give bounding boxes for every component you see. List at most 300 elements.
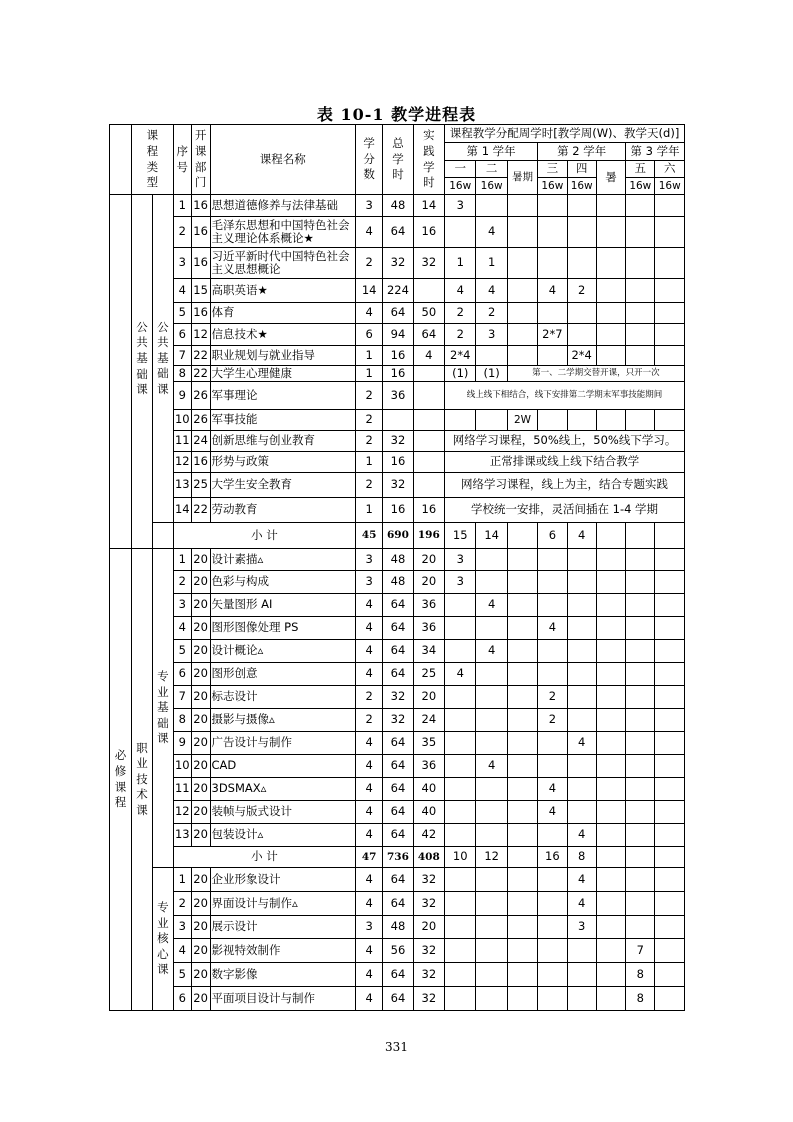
- total-hours-cell: 56: [383, 939, 413, 963]
- credits-cell: 2: [356, 709, 383, 732]
- table-row: [110, 452, 685, 473]
- schedule-note: 学校统一安排，灵活间插在 1-4 学期: [445, 498, 685, 523]
- semester-hours-cell: [445, 686, 476, 709]
- total-hours-cell: 64: [383, 640, 413, 663]
- semester-hours-cell: [507, 892, 537, 916]
- total-hours-cell: 36: [383, 382, 413, 410]
- credits-cell: 4: [356, 778, 383, 801]
- semester-hours-cell: 4: [567, 892, 596, 916]
- total-hours-cell: 48: [383, 549, 413, 571]
- semester-hours-cell: [476, 892, 507, 916]
- seq-cell: 2: [173, 571, 191, 594]
- semester-hours-cell: [507, 663, 537, 686]
- semester-hours-cell: [476, 868, 507, 892]
- subtotal-total: 736: [383, 847, 413, 868]
- table-row: [110, 916, 685, 939]
- semester-hours-cell: [655, 801, 685, 824]
- course-name-cell: 图形图像处理 PS: [210, 617, 356, 640]
- semester-hours-cell: [445, 963, 476, 987]
- semester-hours-cell: [655, 617, 685, 640]
- course-name-cell: 大学生心理健康: [210, 366, 356, 382]
- page-number: 331: [385, 1040, 408, 1054]
- header-weeks6: 16w: [655, 178, 685, 195]
- semester-hours-cell: [655, 303, 685, 324]
- credits-cell: 4: [356, 892, 383, 916]
- table-row: [110, 778, 685, 801]
- table-row: [110, 987, 685, 1011]
- semester-hours-cell: [655, 847, 685, 868]
- group-public: 公共基础课: [131, 195, 152, 523]
- seq-cell: 12: [173, 452, 191, 473]
- group-vocational: 职业技术课: [131, 549, 152, 1011]
- subtotal-credits: 47: [356, 847, 383, 868]
- credits-cell: 4: [356, 303, 383, 324]
- header-weeks4: 16w: [567, 178, 596, 195]
- practice-hours-cell: 25: [413, 663, 444, 686]
- dept-cell: 22: [191, 498, 210, 523]
- semester-hours-cell: [538, 571, 567, 594]
- dept-cell: 20: [191, 939, 210, 963]
- semester-hours-cell: [507, 916, 537, 939]
- table-row: [110, 549, 685, 571]
- table-row: [110, 617, 685, 640]
- semester-hours-cell: [538, 916, 567, 939]
- semester-hours-cell: [476, 709, 507, 732]
- semester-hours-cell: [626, 195, 655, 217]
- semester-hours-cell: [538, 410, 567, 431]
- semester-hours-cell: [655, 755, 685, 778]
- semester-hours-cell: [567, 248, 596, 279]
- course-name-cell: 展示设计: [210, 916, 356, 939]
- semester-hours-cell: [507, 732, 537, 755]
- header-dept: 开课部门: [191, 125, 210, 195]
- semester-hours-cell: [538, 892, 567, 916]
- summer-cell: 2W: [507, 410, 537, 431]
- dept-cell: 16: [191, 195, 210, 217]
- semester-hours-cell: 3: [476, 324, 507, 346]
- semester-hours-cell: [626, 571, 655, 594]
- credits-cell: 4: [356, 732, 383, 755]
- semester-hours-cell: [655, 663, 685, 686]
- semester-hours-cell: 4: [445, 279, 476, 303]
- total-hours-cell: 64: [383, 892, 413, 916]
- semester-hours-cell: [538, 346, 567, 366]
- semester-hours-cell: [507, 346, 537, 366]
- seq-cell: 10: [173, 410, 191, 431]
- semester-hours-cell: [655, 686, 685, 709]
- course-name-cell: 设计概论▵: [210, 640, 356, 663]
- table-row: [110, 824, 685, 847]
- semester-hours-cell: [626, 663, 655, 686]
- total-hours-cell: [383, 410, 413, 431]
- semester-hours-cell: [507, 303, 537, 324]
- semester-hours-cell: [567, 778, 596, 801]
- total-hours-cell: 64: [383, 303, 413, 324]
- table-row: [110, 594, 685, 617]
- total-hours-cell: 16: [383, 498, 413, 523]
- practice-hours-cell: [413, 382, 444, 410]
- semester-hours-cell: [626, 346, 655, 366]
- header-term1: 一: [445, 161, 476, 178]
- credits-cell: 3: [356, 549, 383, 571]
- semester-hours-cell: [567, 549, 596, 571]
- credits-cell: 3: [356, 916, 383, 939]
- semester-hours-cell: 12: [476, 847, 507, 868]
- semester-hours-cell: [655, 279, 685, 303]
- subtotal-practice: 408: [413, 847, 444, 868]
- credits-cell: 4: [356, 594, 383, 617]
- course-name-cell: 军事理论: [210, 382, 356, 410]
- semester-hours-cell: [626, 732, 655, 755]
- semester-hours-cell: 4: [476, 640, 507, 663]
- header-term5: 五: [626, 161, 655, 178]
- table-row: [110, 640, 685, 663]
- semester-hours-cell: [596, 916, 625, 939]
- semester-hours-cell: [567, 640, 596, 663]
- semester-hours-cell: [445, 732, 476, 755]
- semester-hours-cell: 8: [626, 987, 655, 1011]
- dept-cell: 20: [191, 617, 210, 640]
- semester-hours-cell: [567, 217, 596, 248]
- semester-hours-cell: 2: [538, 709, 567, 732]
- seq-cell: 9: [173, 382, 191, 410]
- credits-cell: 14: [356, 279, 383, 303]
- semester-hours-cell: [567, 939, 596, 963]
- semester-hours-cell: [445, 617, 476, 640]
- course-name-cell: 标志设计: [210, 686, 356, 709]
- dept-cell: 20: [191, 686, 210, 709]
- subtotal-total: 690: [383, 523, 413, 549]
- semester-hours-cell: [596, 732, 625, 755]
- practice-hours-cell: 14: [413, 195, 444, 217]
- semester-hours-cell: [655, 346, 685, 366]
- course-name-cell: 矢量图形 AI: [210, 594, 356, 617]
- seq-cell: 5: [173, 963, 191, 987]
- semester-hours-cell: 4: [445, 663, 476, 686]
- course-name-cell: 军事技能: [210, 410, 356, 431]
- credits-cell: 2: [356, 686, 383, 709]
- credits-cell: 4: [356, 801, 383, 824]
- semester-hours-cell: [507, 987, 537, 1011]
- total-hours-cell: 64: [383, 963, 413, 987]
- semester-hours-cell: [596, 594, 625, 617]
- semester-hours-cell: [567, 686, 596, 709]
- header-blank: [110, 125, 132, 195]
- semester-hours-cell: [445, 410, 476, 431]
- seq-cell: 3: [173, 594, 191, 617]
- dept-cell: 22: [191, 366, 210, 382]
- credits-cell: 2: [356, 473, 383, 498]
- credits-cell: 2: [356, 431, 383, 452]
- header-term4: 四: [567, 161, 596, 178]
- dept-cell: 26: [191, 382, 210, 410]
- practice-hours-cell: 40: [413, 778, 444, 801]
- total-hours-cell: 64: [383, 868, 413, 892]
- semester-hours-cell: [655, 195, 685, 217]
- semester-hours-cell: [626, 755, 655, 778]
- dept-cell: 20: [191, 594, 210, 617]
- course-name-cell: 3DSMAX▵: [210, 778, 356, 801]
- course-name-cell: 大学生安全教育: [210, 473, 356, 498]
- semester-hours-cell: [626, 217, 655, 248]
- teaching-schedule-table: [109, 124, 685, 1011]
- semester-hours-cell: 2: [567, 279, 596, 303]
- semester-hours-cell: [596, 778, 625, 801]
- semester-hours-cell: [596, 892, 625, 916]
- semester-hours-cell: [445, 709, 476, 732]
- total-hours-cell: 64: [383, 778, 413, 801]
- semester-hours-cell: (1): [476, 366, 507, 382]
- semester-hours-cell: [596, 709, 625, 732]
- semester-hours-cell: 4: [476, 217, 507, 248]
- table-row: [110, 663, 685, 686]
- course-name-cell: 影视特效制作: [210, 939, 356, 963]
- semester-hours-cell: 3: [445, 549, 476, 571]
- semester-hours-cell: 4: [538, 801, 567, 824]
- seq-cell: 13: [173, 473, 191, 498]
- semester-hours-cell: [476, 549, 507, 571]
- semester-hours-cell: [445, 778, 476, 801]
- semester-hours-cell: [507, 195, 537, 217]
- dept-cell: 15: [191, 279, 210, 303]
- semester-hours-cell: [567, 571, 596, 594]
- semester-hours-cell: 3: [445, 571, 476, 594]
- semester-hours-cell: (1): [445, 366, 476, 382]
- semester-hours-cell: [655, 778, 685, 801]
- semester-hours-cell: 1: [445, 248, 476, 279]
- semester-hours-cell: [538, 868, 567, 892]
- total-hours-cell: 64: [383, 617, 413, 640]
- semester-hours-cell: [567, 755, 596, 778]
- seq-cell: 1: [173, 195, 191, 217]
- semester-hours-cell: [476, 195, 507, 217]
- semester-hours-cell: [445, 939, 476, 963]
- header-weeks5: 16w: [626, 178, 655, 195]
- table-row: [110, 195, 685, 217]
- semester-hours-cell: [507, 617, 537, 640]
- credits-cell: 1: [356, 452, 383, 473]
- semester-hours-cell: [538, 987, 567, 1011]
- semester-hours-cell: [596, 217, 625, 248]
- semester-hours-cell: [538, 303, 567, 324]
- practice-hours-cell: 35: [413, 732, 444, 755]
- course-name-cell: CAD: [210, 755, 356, 778]
- header-year3: 第 3 学年: [626, 143, 685, 161]
- semester-hours-cell: [507, 755, 537, 778]
- semester-hours-cell: [596, 640, 625, 663]
- group-public-sub: 公共基础课: [152, 195, 173, 523]
- credits-cell: 2: [356, 410, 383, 431]
- semester-hours-cell: [567, 410, 596, 431]
- semester-hours-cell: [626, 248, 655, 279]
- semester-hours-cell: [507, 963, 537, 987]
- semester-hours-cell: [538, 195, 567, 217]
- semester-hours-cell: [567, 801, 596, 824]
- dept-cell: 20: [191, 571, 210, 594]
- seq-cell: 10: [173, 755, 191, 778]
- practice-hours-cell: 42: [413, 824, 444, 847]
- credits-cell: 4: [356, 939, 383, 963]
- credits-cell: 2: [356, 248, 383, 279]
- header-term2: 二: [476, 161, 507, 178]
- practice-hours-cell: 50: [413, 303, 444, 324]
- total-hours-cell: 32: [383, 248, 413, 279]
- total-hours-cell: 224: [383, 279, 413, 303]
- semester-hours-cell: [626, 892, 655, 916]
- semester-hours-cell: [476, 778, 507, 801]
- course-name-cell: 形势与政策: [210, 452, 356, 473]
- semester-hours-cell: [476, 410, 507, 431]
- seq-cell: 6: [173, 663, 191, 686]
- practice-hours-cell: [413, 431, 444, 452]
- semester-hours-cell: [655, 410, 685, 431]
- header-weeks3: 16w: [538, 178, 567, 195]
- semester-hours-cell: 2*7: [538, 324, 567, 346]
- dept-cell: 20: [191, 987, 210, 1011]
- semester-hours-cell: [507, 549, 537, 571]
- semester-hours-cell: [626, 640, 655, 663]
- dept-cell: 20: [191, 732, 210, 755]
- semester-hours-cell: [626, 617, 655, 640]
- seq-cell: 7: [173, 346, 191, 366]
- semester-hours-cell: [626, 523, 655, 549]
- semester-hours-cell: [538, 549, 567, 571]
- credits-cell: 3: [356, 195, 383, 217]
- semester-hours-cell: [567, 709, 596, 732]
- total-hours-cell: 32: [383, 473, 413, 498]
- total-hours-cell: 64: [383, 217, 413, 248]
- semester-hours-cell: [567, 663, 596, 686]
- semester-hours-cell: [596, 824, 625, 847]
- table-row: [110, 868, 685, 892]
- practice-hours-cell: 36: [413, 594, 444, 617]
- semester-hours-cell: [567, 195, 596, 217]
- seq-cell: 9: [173, 732, 191, 755]
- header-summer1: 暑期: [507, 161, 537, 195]
- semester-hours-cell: 8: [626, 963, 655, 987]
- dept-cell: 20: [191, 549, 210, 571]
- seq-cell: 6: [173, 324, 191, 346]
- semester-hours-cell: [445, 755, 476, 778]
- subtotal-practice: 196: [413, 523, 444, 549]
- course-name-cell: 设计素描▵: [210, 549, 356, 571]
- semester-hours-cell: 4: [567, 868, 596, 892]
- total-hours-cell: 48: [383, 571, 413, 594]
- total-hours-cell: 48: [383, 916, 413, 939]
- credits-cell: 2: [356, 382, 383, 410]
- seq-cell: 1: [173, 549, 191, 571]
- schedule-note: 网络学习课程，50%线上，50%线下学习。: [445, 431, 685, 452]
- seq-cell: 7: [173, 686, 191, 709]
- practice-hours-cell: 32: [413, 892, 444, 916]
- semester-hours-cell: [655, 824, 685, 847]
- table-row: [110, 686, 685, 709]
- table-row: [110, 217, 685, 248]
- semester-hours-cell: 4: [476, 594, 507, 617]
- dept-cell: 25: [191, 473, 210, 498]
- header-term6: 六: [655, 161, 685, 178]
- practice-hours-cell: [413, 473, 444, 498]
- dept-cell: 20: [191, 963, 210, 987]
- semester-hours-cell: [596, 195, 625, 217]
- semester-hours-cell: [567, 987, 596, 1011]
- total-hours-cell: 32: [383, 709, 413, 732]
- semester-hours-cell: 6: [538, 523, 567, 549]
- semester-hours-cell: 14: [476, 523, 507, 549]
- semester-hours-cell: [445, 594, 476, 617]
- practice-hours-cell: 36: [413, 617, 444, 640]
- semester-hours-cell: [655, 549, 685, 571]
- course-name-cell: 体育: [210, 303, 356, 324]
- semester-hours-cell: 2: [445, 303, 476, 324]
- credits-cell: 4: [356, 824, 383, 847]
- total-hours-cell: 64: [383, 732, 413, 755]
- semester-hours-cell: [538, 939, 567, 963]
- header-category: 课程类型: [131, 125, 173, 195]
- table-row: [110, 248, 685, 279]
- semester-hours-cell: [655, 248, 685, 279]
- practice-hours-cell: 20: [413, 686, 444, 709]
- course-name-cell: 思想道德修养与法律基础: [210, 195, 356, 217]
- seq-cell: 12: [173, 801, 191, 824]
- semester-hours-cell: [445, 892, 476, 916]
- semester-hours-cell: [596, 346, 625, 366]
- semester-hours-cell: 4: [476, 755, 507, 778]
- semester-hours-cell: [538, 732, 567, 755]
- subtotal-credits: 45: [356, 523, 383, 549]
- credits-cell: 6: [356, 324, 383, 346]
- semester-hours-cell: [596, 571, 625, 594]
- course-name-cell: 企业形象设计: [210, 868, 356, 892]
- semester-hours-cell: [538, 824, 567, 847]
- semester-hours-cell: 16: [538, 847, 567, 868]
- practice-hours-cell: 34: [413, 640, 444, 663]
- practice-hours-cell: [413, 366, 444, 382]
- semester-hours-cell: [655, 324, 685, 346]
- header-name: 课程名称: [210, 125, 356, 195]
- semester-hours-cell: [626, 916, 655, 939]
- semester-hours-cell: [507, 709, 537, 732]
- credits-cell: 1: [356, 366, 383, 382]
- seq-cell: 4: [173, 279, 191, 303]
- semester-hours-cell: [507, 248, 537, 279]
- table-row: [110, 709, 685, 732]
- semester-hours-cell: [567, 963, 596, 987]
- total-hours-cell: 32: [383, 431, 413, 452]
- semester-hours-cell: 4: [538, 617, 567, 640]
- dept-cell: 16: [191, 452, 210, 473]
- semester-hours-cell: [507, 571, 537, 594]
- table-row: [110, 847, 685, 868]
- semester-hours-cell: [476, 732, 507, 755]
- semester-hours-cell: 2: [445, 324, 476, 346]
- subtotal-label: 小 计: [173, 847, 355, 868]
- credits-cell: 3: [356, 571, 383, 594]
- total-hours-cell: 64: [383, 987, 413, 1011]
- semester-hours-cell: [596, 963, 625, 987]
- seq-cell: 8: [173, 709, 191, 732]
- semester-hours-cell: [445, 987, 476, 1011]
- total-hours-cell: 16: [383, 452, 413, 473]
- table-row: [110, 431, 685, 452]
- semester-hours-cell: [507, 217, 537, 248]
- header-year1: 第 1 学年: [445, 143, 538, 161]
- seq-cell: 1: [173, 868, 191, 892]
- semester-hours-cell: [655, 571, 685, 594]
- practice-hours-cell: 32: [413, 963, 444, 987]
- table-row: [110, 279, 685, 303]
- seq-cell: 13: [173, 824, 191, 847]
